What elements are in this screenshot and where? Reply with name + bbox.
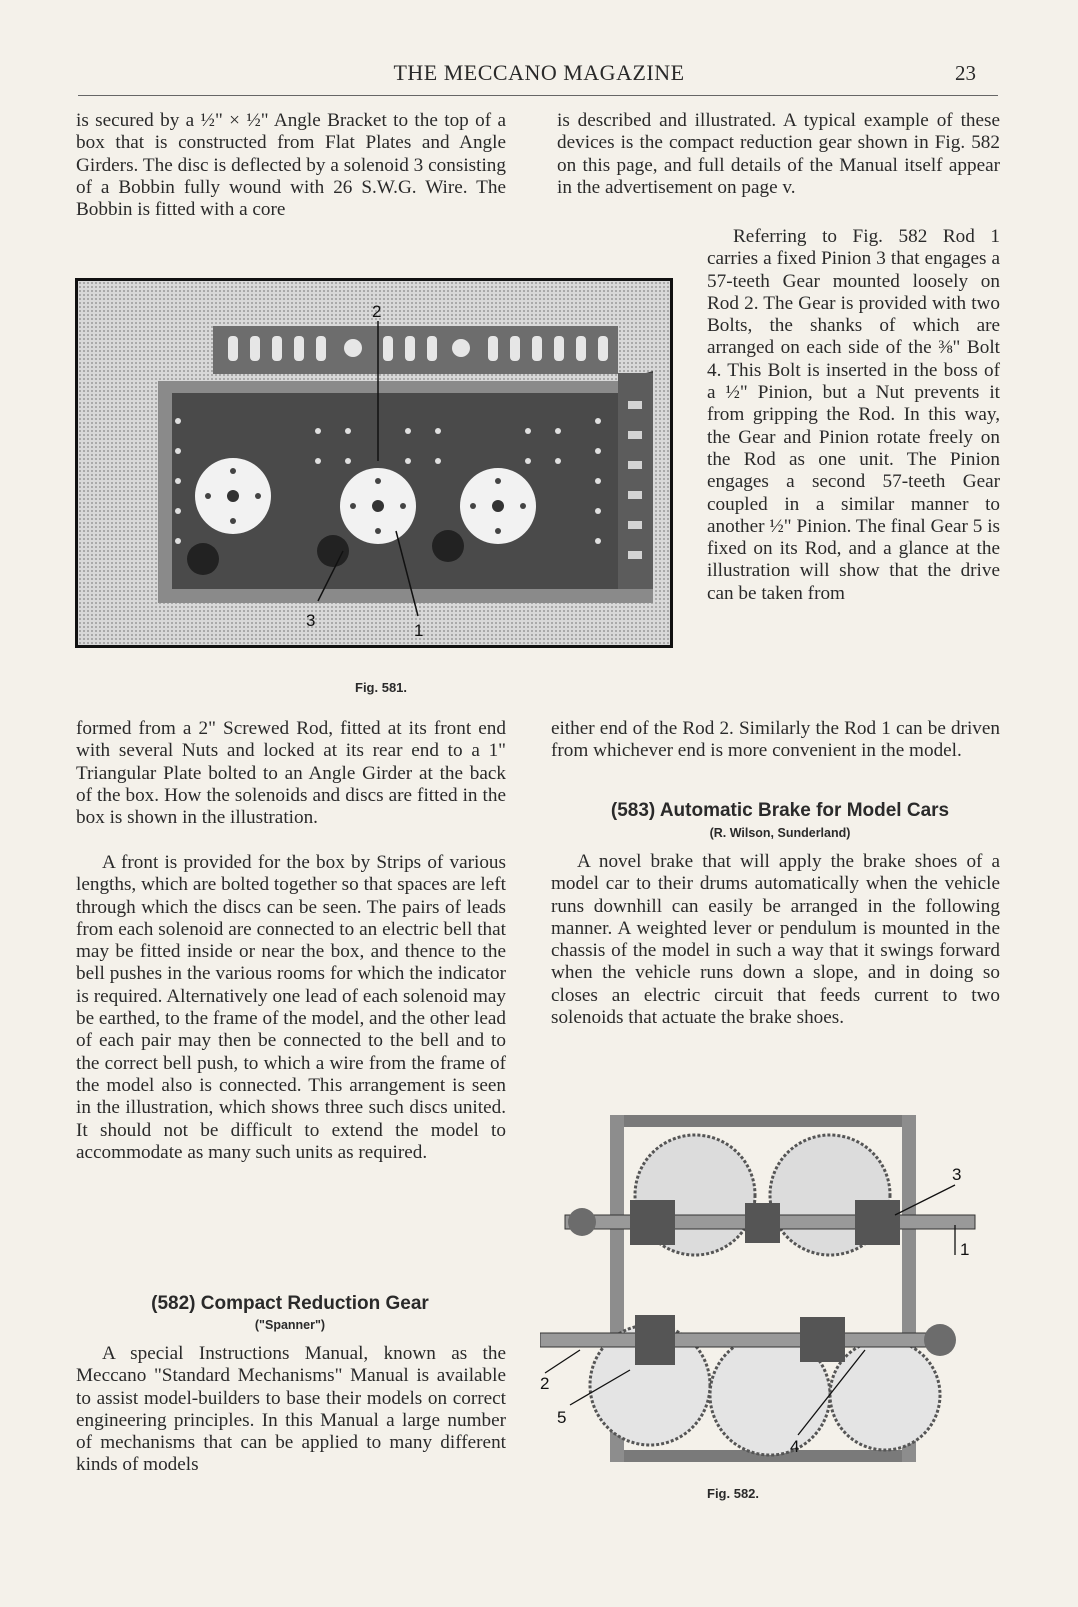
- running-header: THE MECCANO MAGAZINE: [393, 60, 685, 85]
- right-intro-paragraph: [557, 110, 1000, 199]
- section-582-text: A special Instructions Manual, known as the Meccano "Standard Mechanisms" Manual is available to assist model-builders to base their models on correct engineering principles. In this Manual a large number of mechanisms that can be applied to many different kinds of models: [76, 1343, 506, 1476]
- figure-582-label-3: 3: [952, 1165, 962, 1184]
- left-intro-paragraph: [76, 110, 506, 221]
- figure-582-label-5: 5: [557, 1408, 567, 1427]
- figure-582-label-2: 2: [540, 1374, 550, 1393]
- figure-582-caption: Fig. 582.: [707, 1486, 760, 1501]
- header-rule: [78, 95, 998, 96]
- figure-581-label-3: 3: [306, 611, 316, 630]
- right-full-paragraph: [551, 718, 1000, 763]
- figure-582-label-4: 4: [790, 1437, 800, 1456]
- section-583-paragraph: [551, 851, 1000, 1029]
- left-intro-text: is secured by a ½" × ½" Angle Bracket to the top of a box that is constructed from Flat Plates and Angle Girders. The disc is deflected by a solenoid 3 consisting of a Bobbin fully wound with 26 S.W.G. Wire. The Bobbin is fitted with a core: [76, 110, 506, 221]
- figure-581-caption: Fig. 581.: [355, 680, 408, 695]
- right-intro-text: is described and illustrated. A typical example of these devices is the compact reduction gear shown in Fig. 582 on this page, and full details of the Manual itself appear in the advertisement on page v.: [557, 110, 1000, 198]
- section-582-paragraph: [76, 1343, 506, 1477]
- section-583-heading: (583) Automatic Brake for Model Cars: [610, 800, 950, 821]
- right-narrow-paragraph: [557, 226, 1000, 703]
- figure-582: [540, 1105, 995, 1490]
- left-para-1-text: formed from a 2" Screwed Rod, fitted at its front end with several Nuts and locked at its rear end to a 1" Triangular Plate bolted to an Angle Girder at the back of the box. How the solenoids and discs are fitted in the box is shown in the illustration.: [76, 718, 506, 829]
- right-full-text: either end of the Rod 2. Similarly the Rod 1 can be driven from whichever end is more convenient in the model.: [551, 718, 1000, 762]
- figure-582-illustration: [540, 1105, 995, 1490]
- left-para-1: [76, 718, 506, 829]
- section-582-heading: (582) Compact Reduction Gear: [151, 1293, 429, 1314]
- figure-582-label-1: 1: [960, 1240, 970, 1259]
- figure-581-wrap-spacer: [557, 226, 707, 703]
- left-para-2: [76, 852, 506, 1164]
- figure-581-label-2: 2: [372, 302, 382, 321]
- section-583-text: A novel brake that will apply the brake shoes of a model car to their drums automatically when the vehicle runs downhill can easily be arranged in the following manner. A weighted lever or pendulum is mounted in the chassis of the model in such a way that it swings forward when the vehicle runs down a slope, and in doing so closes an electric circuit that feeds current to two solenoids that actuate the brake shoes.: [551, 851, 1000, 1029]
- left-para-2-text: A front is provided for the box by Strips of various lengths, which are bolted together so that spaces are left through which the discs can be seen. The pairs of leads from each solenoid are connected to an electric bell that may be fitted inside or near the box, and thence to the bell pushes in the various rooms for which the indicator is required. Alternatively one lead of each solenoid may be earthed, to the frame of the model, and the other lead of each pair may then be connected to the bell and to the correct bell push, to which a wire from the frame of the model also is connected. This arrangement is seen in the illustration, which shows three such discs united. It should not be difficult to extend the model to accommodate as many such units as required.: [76, 852, 506, 1163]
- right-narrow-text: Referring to Fig. 582 Rod 1 carries a fixed Pinion 3 that engages a 57-teeth Gear mounted loosely on Rod 2. The Gear is provided with two Bolts, the shanks of which are arranged on each side of the ⅜" Bolt 4. This Bolt is inserted in the boss of a ½" Pinion, but a Nut prevents it from gripping the Rod. In this way, the Gear and Pinion rotate freely on the Rod as one unit. The Pinion engages a second 57-teeth Gear coupled in a similar manner to another ½" Pinion. The final Gear 5 is fixed on its Rod, and a glance at the illustration will show that the drive can be taken from: [707, 226, 1000, 604]
- figure-581-label-1: 1: [414, 621, 424, 640]
- page-number: 23: [955, 61, 976, 85]
- section-582-byline: ("Spanner"): [254, 1318, 326, 1332]
- section-583-byline: (R. Wilson, Sunderland): [709, 826, 851, 840]
